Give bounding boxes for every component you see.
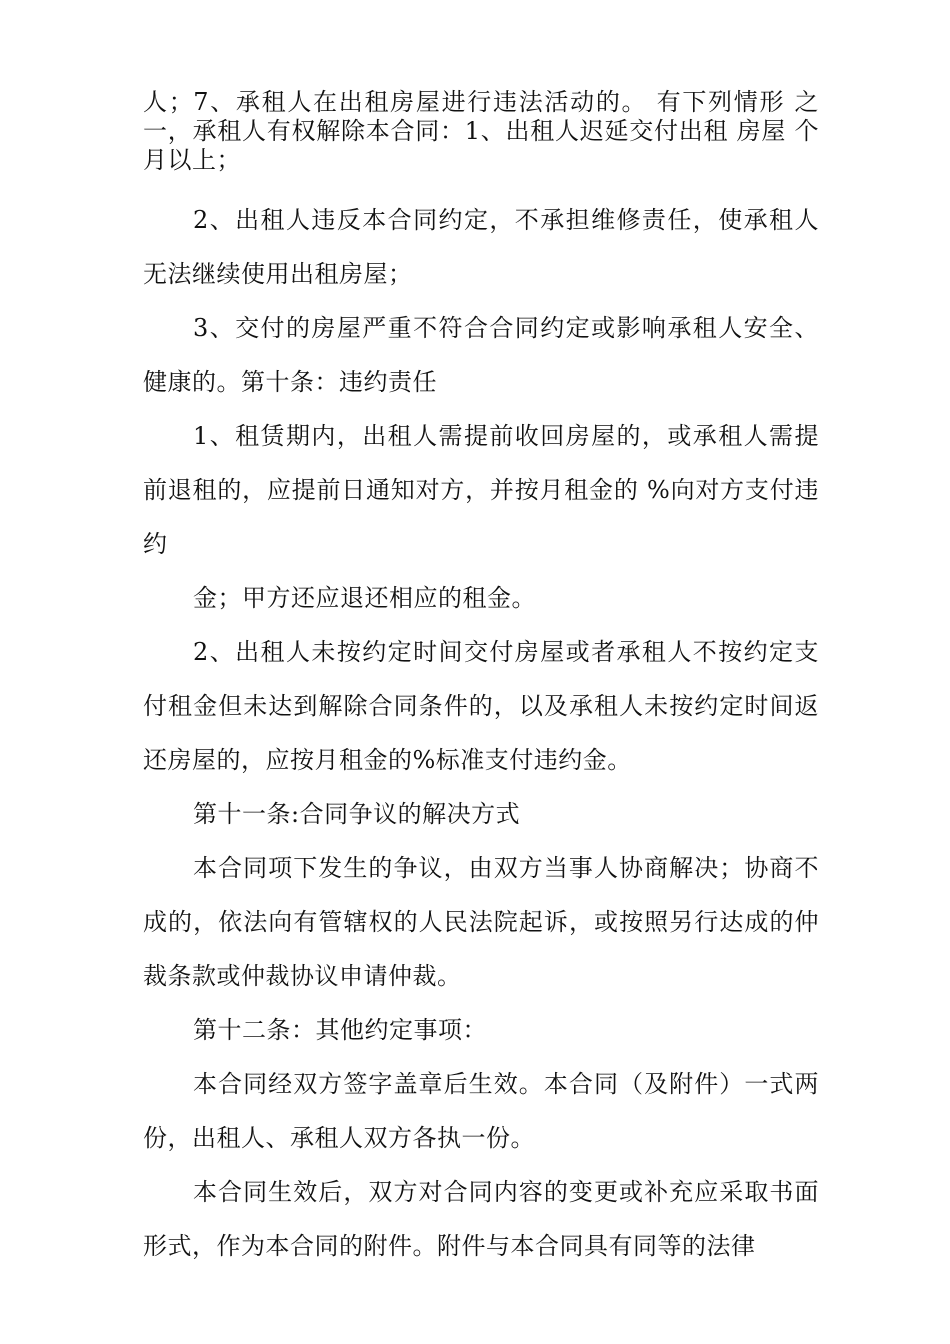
paragraph-unsafe-housing: 3、交付的房屋严重不符合合同约定或影响承租人安全、 健康的。第十条：违约责任 — [143, 314, 819, 396]
paragraph-early-termination: 1、租赁期内，出租人需提前收回房屋的，或承租人需提前退租的，应提前日通知对方，并按月租金的 %向对方支付违约 — [143, 422, 819, 558]
paragraph-contract-amendment: 本合同生效后，双方对合同内容的变更或补充应采取书面形式，作为本合同的附件。附件与本合同具有同等的法律 — [143, 1178, 819, 1260]
heading-article-11: 第十一条:合同争议的解决方式 — [193, 800, 521, 828]
paragraph-rent-refund: 金；甲方还应退还相应的租金。 — [193, 584, 536, 612]
paragraph-dispute-resolution: 本合同项下发生的争议，由双方当事人协商解决；协商不成的，依法向有管辖权的人民法院起诉，或按照另行达成的仲裁条款或仲裁协议申请仲裁。 — [143, 854, 819, 990]
paragraph-termination-clause-continued: 人；7、承租人在出租房屋进行违法活动的。 有下列情形 之一，承租人有权解除本合同：1、出租人迟延交付出租 房屋 个月以上； — [143, 88, 819, 174]
paragraph-late-delivery-penalty: 2、出租人未按约定时间交付房屋或者承租人不按约定支付租金但未达到解除合同条件的，以及承租人未按约定时间返还房屋的，应按月租金的%标准支付违约金。 — [143, 638, 819, 774]
document-page — [143, 88, 819, 1273]
paragraph-lessor-repair-breach: 2、出租人违反本合同约定，不承担维修责任，使承租人无法继续使用出租房屋； — [143, 206, 819, 288]
heading-article-12: 第十二条：其他约定事项： — [193, 1016, 487, 1044]
paragraph-contract-effect: 本合同经双方签字盖章后生效。本合同（及附件）一式两份，出租人、承租人双方各执一份。 — [143, 1070, 819, 1152]
